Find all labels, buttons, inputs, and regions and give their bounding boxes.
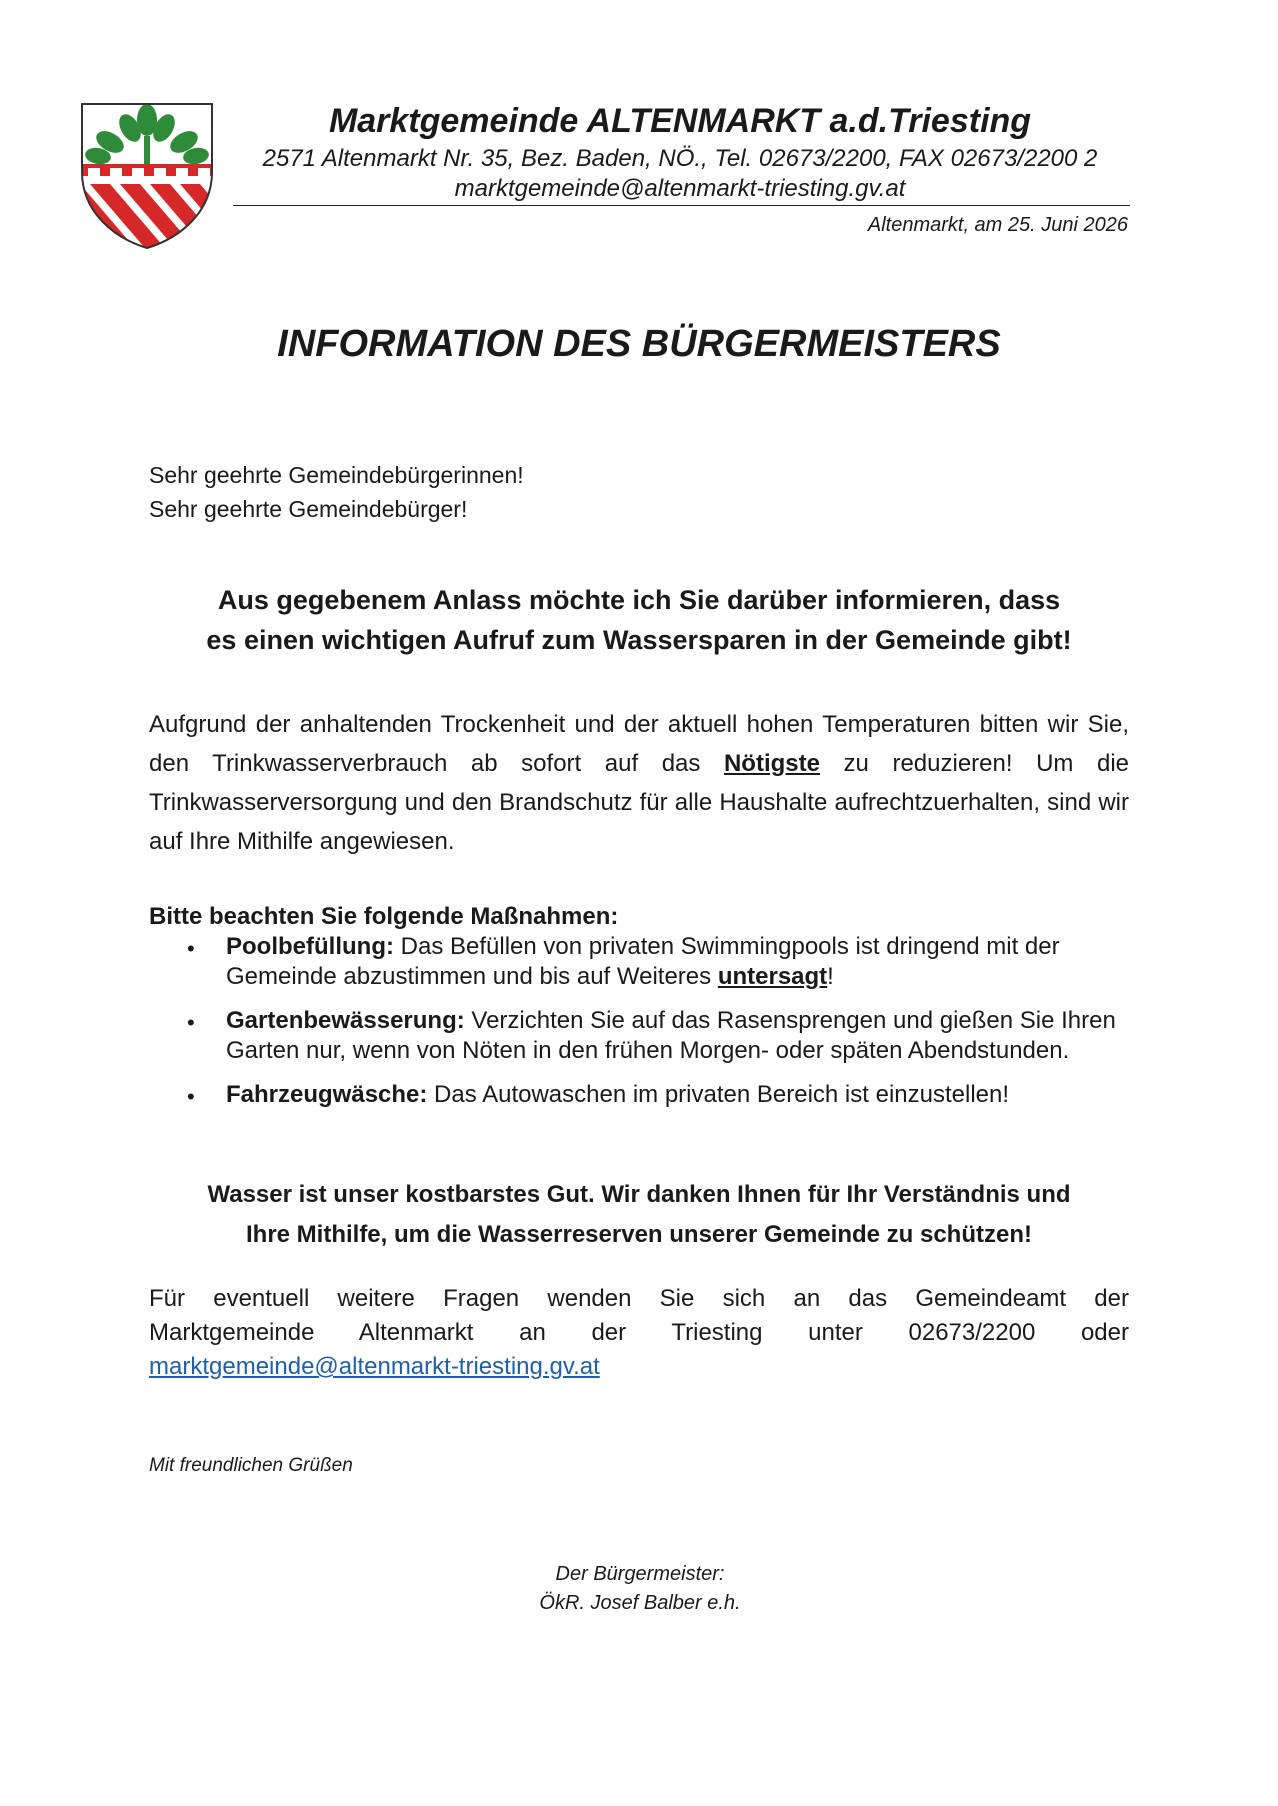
measure-label: Poolbefüllung: (226, 933, 394, 960)
contact-line: Marktgemeinde Altenmarkt an der Triesting unter 02673/2200 oder (149, 1319, 1129, 1346)
municipality-email: marktgemeinde@altenmarkt-triesting.gv.at (454, 175, 906, 202)
measure-text: Das Autowaschen im privaten Bereich ist einzustellen! (427, 1081, 1010, 1108)
intro-text: zu reduzieren! Um die Trinkwasserversorgung und den Brandschutz für alle Haushalte aufrechtzuerhalten, sind wir auf Ihre Mithilfe angewiesen. (149, 750, 1129, 855)
contact-email-link[interactable]: marktgemeinde@altenmarkt-triesting.gv.at (149, 1353, 600, 1380)
document-title: INFORMATION DES BÜRGERMEISTERS (277, 323, 1001, 365)
list-item (149, 1006, 1129, 1066)
signature-role: Der Bürgermeister: (555, 1563, 725, 1585)
notice-line: es einen wichtigen Aufruf zum Wassersparen in der Gemeinde gibt! (206, 625, 1072, 655)
closing-line: Wasser ist unser kostbarstes Gut. Wir danken Ihnen für Ihr Verständnis und (207, 1181, 1071, 1208)
municipality-name: Marktgemeinde ALTENMARKT a.d.Triesting (328, 102, 1032, 140)
signature-name: ÖkR. Josef Balber e.h. (539, 1592, 741, 1614)
contact-paragraph (149, 1282, 1129, 1384)
salutation (149, 458, 1129, 526)
intro-paragraph (149, 705, 1129, 861)
measure-label: Gartenbewässerung: (226, 1007, 465, 1034)
coat-of-arms-logo (80, 102, 214, 250)
measure-text: Das Befüllen von privaten Swimmingpools ist dringend mit der Gemeinde abzustimmen und bis auf Weiteres (226, 933, 1060, 990)
closing-statement (149, 1175, 1129, 1255)
measure-text: Verzichten Sie auf das Rasensprengen und gießen Sie Ihren Garten nur, wenn von Nöten in den frühen Morgen- oder späten Abendstunden. (226, 1007, 1116, 1064)
closing-line: Ihre Mithilfe, um die Wasserreserven unserer Gemeinde zu schützen! (245, 1221, 1032, 1248)
document-date: Altenmarkt, am 25. Juni 2026 (867, 214, 1128, 236)
measure-emphasis: untersagt (717, 963, 828, 990)
contact-line: Für eventuell weitere Fragen wenden Sie sich an das Gemeindeamt der (149, 1285, 1129, 1312)
measure-text-tail: ! (827, 963, 834, 990)
list-item (149, 1080, 1129, 1110)
measure-label: Fahrzeugwäsche: (226, 1081, 428, 1108)
list-item (149, 932, 1129, 992)
salutation-line: Sehr geehrte Gemeindebürger! (149, 496, 468, 522)
measures-heading: Bitte beachten Sie folgende Maßnahmen: (149, 903, 619, 930)
salutation-line: Sehr geehrte Gemeindebürgerinnen! (149, 462, 524, 488)
measures-list (149, 932, 1129, 1124)
signature-block (450, 1560, 830, 1618)
header-divider (233, 205, 1130, 206)
greeting: Mit freundlichen Grüßen (149, 1455, 353, 1476)
municipality-address: 2571 Altenmarkt Nr. 35, Bez. Baden, NÖ., Tel. 02673/2200, FAX 02673/2200 2 (262, 145, 1098, 172)
intro-emphasis: Nötigste (723, 750, 820, 777)
notice-line: Aus gegebenem Anlass möchte ich Sie darüber informieren, dass (217, 585, 1061, 615)
notice-heading (130, 580, 1148, 660)
intro-text: Aufgrund der anhaltenden Trockenheit und der aktuell hohen Temperaturen bitten wir Sie, den Trinkwasserverbrauch ab sofort auf das (149, 711, 1129, 777)
